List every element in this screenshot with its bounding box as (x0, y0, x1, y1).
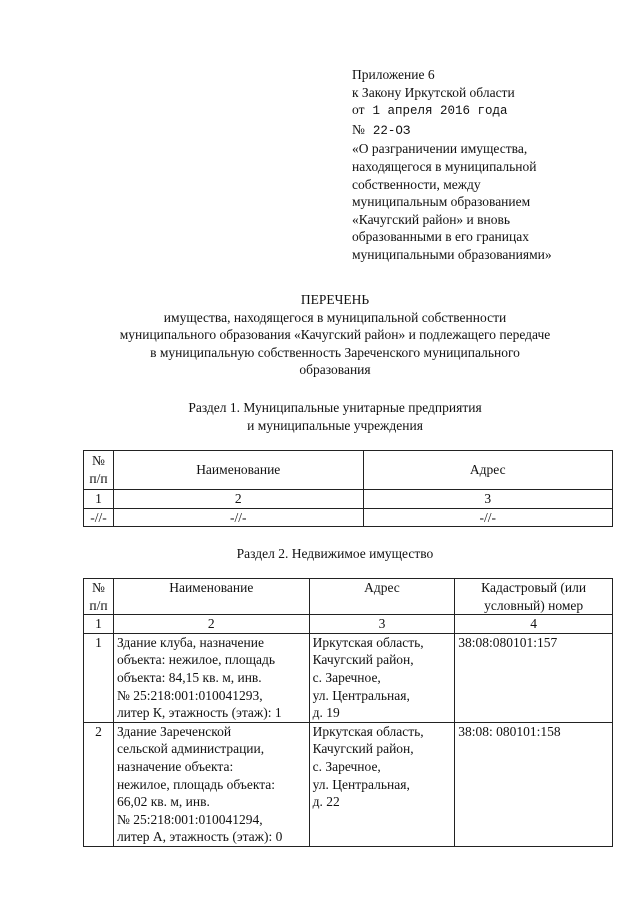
law-title-line: образованными в его границах (352, 229, 529, 245)
appendix-law-number (352, 121, 622, 141)
heading-line: муниципального образования «Качугский район» и подлежащего передаче (119, 327, 551, 342)
index-cell: 1 (84, 490, 114, 509)
name-line: объекта: нежилое, площадь (116, 652, 276, 668)
appendix-block (352, 66, 622, 264)
heading-line: имущества, находящегося в муниципальной собственности (163, 309, 507, 325)
table-row (84, 722, 613, 846)
section2-table (83, 578, 613, 847)
name-line: Здание Зареченской (116, 723, 232, 739)
name-line: 66,02 кв. м, инв. (116, 794, 210, 810)
table-cell: -//- (363, 508, 612, 527)
row-cadastral: 38:08: 080101:158 (455, 722, 613, 846)
row-cadastral: 38:08:080101:157 (455, 633, 613, 722)
number-prefix: № (352, 121, 365, 137)
index-cell: 3 (309, 615, 455, 634)
table-header-row (84, 451, 613, 490)
heading-line: образования (299, 362, 371, 377)
appendix-date (352, 101, 622, 121)
header-address: Адрес (309, 579, 455, 615)
law-title-line: муниципальным образованием (352, 194, 531, 210)
appendix-law-ref: к Закону Иркутской области (352, 84, 515, 100)
law-title-line: собственности, между (352, 176, 481, 192)
table-row (84, 633, 613, 722)
header-cadastral-line: условный) номер (484, 597, 584, 613)
index-cell: 3 (363, 490, 612, 509)
row-num: 2 (84, 722, 114, 846)
table-row (84, 508, 613, 527)
header-name: Наименование (113, 451, 363, 490)
row-num: 1 (84, 633, 114, 722)
header-num (84, 579, 114, 615)
appendix-number: Приложение 6 (352, 67, 435, 82)
address-line: д. 22 (312, 794, 340, 810)
name-line: № 25:218:001:010041293, (116, 687, 263, 703)
address-line: с. Заречное, (312, 669, 381, 685)
section1-title (60, 399, 610, 435)
table-cell: -//- (84, 508, 114, 527)
header-num-line: п/п (89, 597, 108, 613)
header-name: Наименование (113, 579, 309, 615)
index-cell: 2 (113, 490, 363, 509)
heading-line: в муниципальную собственность Зареченского муниципального (150, 344, 520, 360)
header-num (84, 451, 114, 490)
header-num-line: № (92, 453, 105, 469)
address-line: д. 19 (312, 705, 340, 721)
header-address: Адрес (363, 451, 612, 490)
law-title-line: «О разграничении имущества, (352, 141, 528, 157)
row-address (309, 722, 455, 846)
name-line: литер А, этажность (этаж): 0 (116, 829, 283, 845)
table-index-row (84, 490, 613, 509)
index-cell: 1 (84, 615, 114, 634)
table-cell: -//- (113, 508, 363, 527)
name-line: № 25:218:001:010041294, (116, 811, 263, 827)
date-value: 1 апреля 2016 года (372, 104, 508, 119)
section1-title-line: Раздел 1. Муниципальные унитарные предприятия (188, 400, 482, 415)
header-cadastral-line: Кадастровый (или (481, 580, 587, 595)
address-line: ул. Центральная, (312, 776, 410, 792)
document-heading (60, 291, 610, 379)
row-name (113, 722, 309, 846)
table-index-row (84, 615, 613, 634)
law-title-line: «Качугский район» и вновь (352, 211, 511, 227)
address-line: Иркутская область, (312, 634, 424, 650)
row-address (309, 633, 455, 722)
header-num-line: № (92, 580, 105, 595)
date-prefix: от (352, 102, 365, 118)
name-line: сельской администрации, (116, 741, 265, 757)
header-num-line: п/п (89, 471, 108, 486)
index-cell: 4 (455, 615, 613, 634)
address-line: Иркутская область, (312, 723, 424, 739)
name-line: Здание клуба, назначение (116, 634, 264, 650)
section1-title-line: и муниципальные учреждения (247, 418, 423, 433)
address-line: Качугский район, (312, 652, 414, 668)
section1-table (83, 450, 613, 527)
row-name (113, 633, 309, 722)
law-title-line: муниципальными образованиями» (352, 246, 552, 262)
number-value: 22-ОЗ (372, 123, 411, 138)
name-line: нежилое, площадь объекта: (116, 776, 276, 792)
address-line: ул. Центральная, (312, 687, 410, 703)
law-title-line: находящегося в муниципальной (352, 158, 537, 174)
address-line: Качугский район, (312, 741, 414, 757)
table-header-row (84, 579, 613, 615)
name-line: литер К, этажность (этаж): 1 (116, 705, 282, 721)
address-line: с. Заречное, (312, 758, 381, 774)
index-cell: 2 (113, 615, 309, 634)
name-line: объекта: 84,15 кв. м, инв. (116, 669, 262, 685)
header-cadastral (455, 579, 613, 615)
section2-title: Раздел 2. Недвижимое имущество (236, 546, 434, 561)
name-line: назначение объекта: (116, 758, 234, 774)
document-title: ПЕРЕЧЕНЬ (300, 292, 370, 307)
